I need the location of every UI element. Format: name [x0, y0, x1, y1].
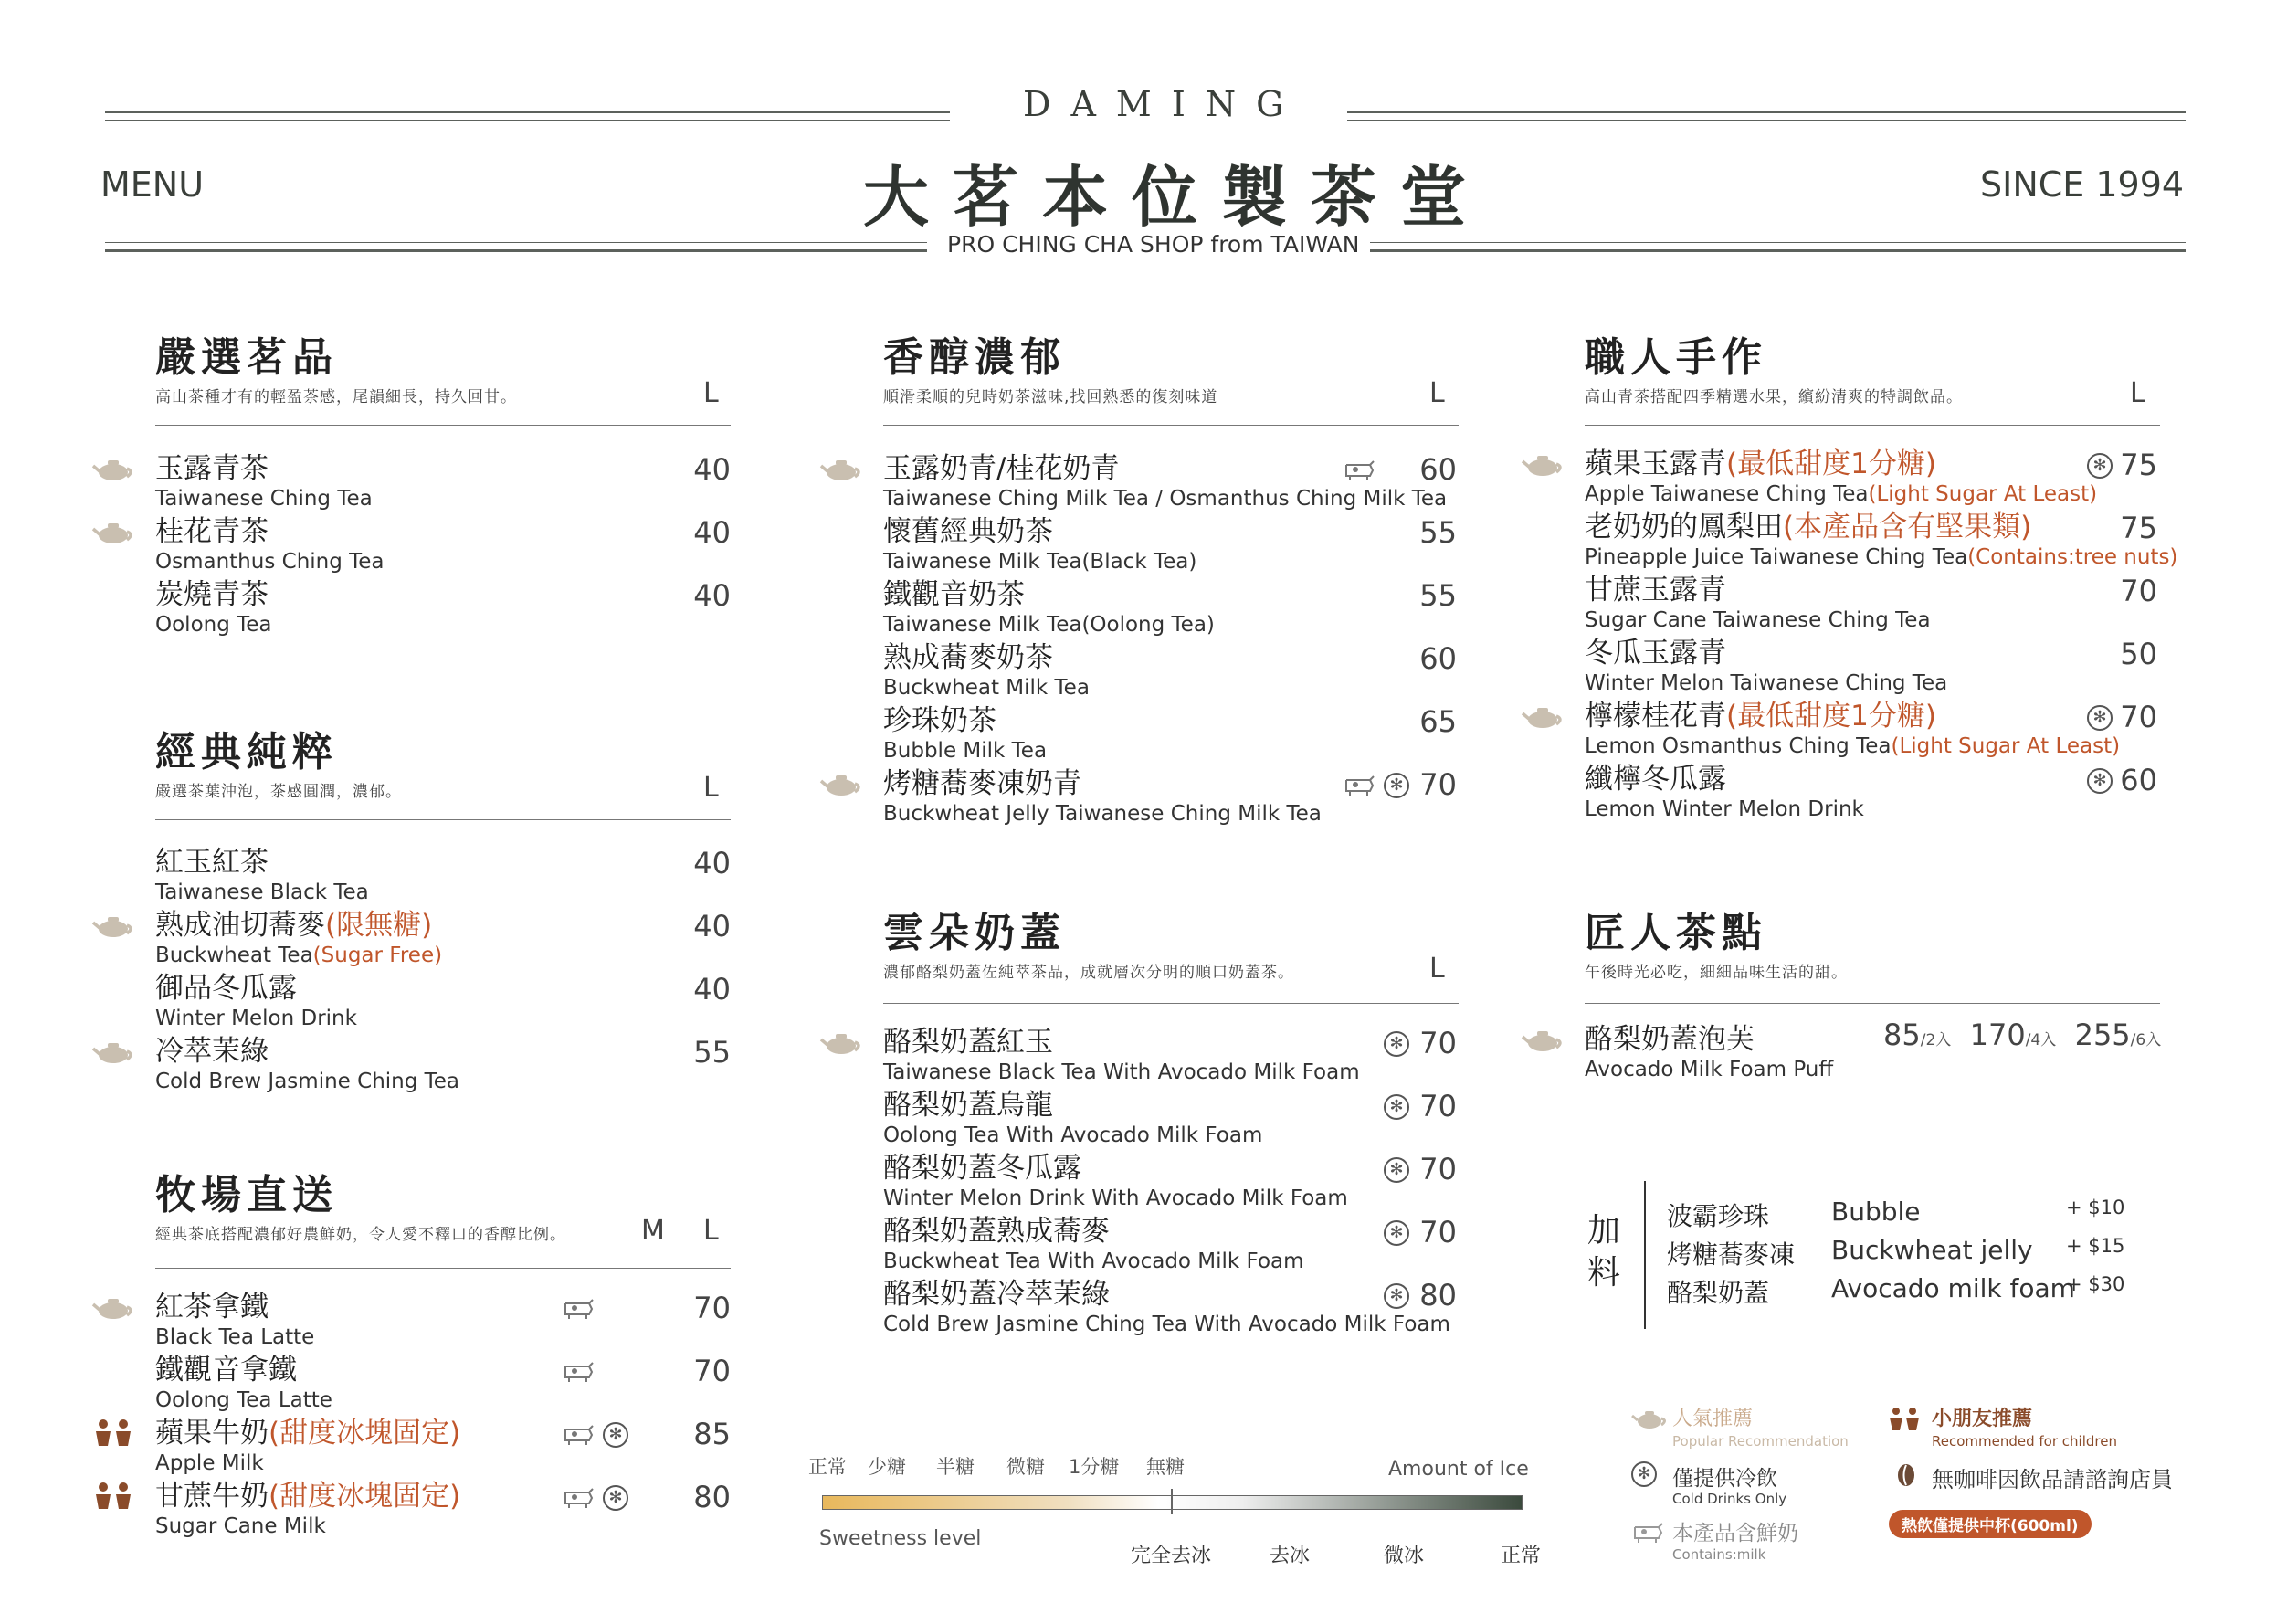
menu-item: 酪梨奶蓋烏龍 Oolong Tea With Avocado Milk Foam — [883, 1089, 1263, 1147]
teapot-icon — [91, 1295, 135, 1324]
header-rule-top-left-thin — [105, 120, 950, 121]
menu-item: 玉露奶青/桂花奶青 Taiwanese Ching Milk Tea / Osmanthus Ching Milk Tea — [883, 452, 1448, 511]
menu-item: 蘋果玉露青(最低甜度1分糖) Apple Taiwanese Ching Tea(Light Sugar At Least) — [1585, 448, 2098, 506]
size-column-label: L — [703, 1215, 719, 1247]
section-title: 匠人茶點 — [1585, 910, 1767, 956]
item-price: 65 — [1419, 704, 1457, 739]
cow-icon — [562, 1422, 595, 1450]
menu-item: 冷萃茉綠 Cold Brew Jasmine Ching Tea — [155, 1035, 460, 1093]
item-price: 60 — [1419, 452, 1457, 487]
menu-item: 桂花青茶 Osmanthus Ching Tea — [155, 515, 385, 574]
item-price: 60 — [2120, 763, 2157, 797]
kids-icon — [93, 1419, 133, 1450]
section-rule — [883, 425, 1459, 426]
size-column-label: L — [703, 377, 719, 409]
addon-zh: 波霸珍珠 — [1667, 1201, 1770, 1231]
kids-icon — [1887, 1407, 1922, 1432]
kids-icon — [93, 1482, 133, 1513]
snowflake-icon: ✻ — [2087, 453, 2113, 479]
size-column-label: L — [703, 772, 719, 804]
section-title: 雲朵奶蓋 — [883, 910, 1066, 956]
section-title: 經典純粹 — [155, 729, 338, 775]
cow-icon — [562, 1359, 595, 1387]
menu-item: 炭燒青茶 Oolong Tea — [155, 578, 272, 637]
addons-divider — [1644, 1181, 1646, 1329]
snowflake-icon: ✻ — [1631, 1461, 1657, 1487]
item-price: 55 — [693, 1035, 731, 1070]
addon-en: Bubble — [1831, 1197, 1921, 1227]
item-price: 75 — [2120, 448, 2157, 482]
ice-level: 去冰 — [1270, 1545, 1311, 1567]
header-rule-bottom-left-thin — [105, 242, 927, 243]
size-column-label-m: M — [641, 1215, 665, 1247]
header-rule-bottom-right — [1370, 249, 2186, 252]
item-price: 70 — [1419, 1026, 1457, 1060]
coffee-bean-icon — [1896, 1463, 1916, 1487]
section-rule — [155, 819, 731, 820]
size-column-label: L — [1429, 953, 1445, 985]
menu-item: 熟成油切蕎麥(限無糖) Buckwheat Tea(Sugar Free) — [155, 909, 443, 967]
teapot-icon — [91, 520, 135, 549]
ice-level: 微冰 — [1384, 1545, 1425, 1567]
item-price: 50 — [2120, 637, 2157, 671]
snowflake-icon: ✻ — [1384, 1220, 1409, 1246]
item-price: 70 — [1419, 1215, 1457, 1250]
menu-item: 玉露青茶 Taiwanese Ching Tea — [155, 452, 373, 511]
teapot-icon — [1631, 1408, 1668, 1429]
menu-item: 纖檸冬瓜露 Lemon Winter Melon Drink — [1585, 763, 1864, 821]
item-price: 40 — [693, 452, 731, 487]
dessert-prices: 85/2入 170/4入 255/6入 — [1883, 1018, 2162, 1052]
sweetness-level: 微糖 — [1006, 1456, 1045, 1478]
addon-price: + $30 — [2066, 1273, 2125, 1295]
header-rule-top-right-thin — [1347, 120, 2186, 121]
teapot-icon — [819, 1030, 863, 1060]
item-price: 75 — [2120, 511, 2157, 545]
section-title: 嚴選茗品 — [155, 334, 338, 381]
header-rule-top-right — [1347, 111, 2186, 113]
addon-en: Buckwheat jelly — [1831, 1235, 2033, 1265]
legend-cold-en: Cold Drinks Only — [1672, 1491, 1787, 1507]
brand-name: DAMING — [1023, 84, 1304, 124]
item-price: 60 — [1419, 641, 1457, 676]
menu-item: 鐵觀音奶茶 Taiwanese Milk Tea(Oolong Tea) — [883, 578, 1215, 637]
menu-item: 鐵觀音拿鐵 Oolong Tea Latte — [155, 1354, 332, 1412]
section-description: 經典茶底搭配濃郁好農鮮奶，令人愛不釋口的香醇比例。 — [155, 1226, 566, 1244]
item-price: 55 — [1419, 515, 1457, 550]
item-price: 40 — [693, 909, 731, 944]
size-column-label: L — [1429, 377, 1445, 409]
section-description: 高山青茶搭配四季精選水果，繽紛清爽的特調飲品。 — [1585, 388, 1963, 406]
snowflake-icon: ✻ — [603, 1485, 628, 1511]
legend-popular: 人氣推薦 — [1672, 1408, 1754, 1430]
item-price: 85 — [693, 1417, 731, 1451]
section-description: 濃郁酪梨奶蓋佐純萃茶品，成就層次分明的順口奶蓋茶。 — [883, 964, 1294, 982]
snowflake-icon: ✻ — [1384, 773, 1409, 798]
section-rule — [1585, 1003, 2160, 1004]
header-rule-bottom-left — [105, 249, 927, 252]
legend-milk-en: Contains:milk — [1672, 1546, 1766, 1563]
menu-item: 熟成蕎麥奶茶 Buckwheat Milk Tea — [883, 641, 1090, 700]
menu-item: 御品冬瓜露 Winter Melon Drink — [155, 972, 357, 1030]
menu-item: 烤糖蕎麥凍奶青 Buckwheat Jelly Taiwanese Ching Milk Tea — [883, 767, 1322, 826]
since-label: SINCE 1994 — [1980, 164, 2185, 205]
menu-item: 酪梨奶蓋熟成蕎麥 Buckwheat Tea With Avocado Milk Foam — [883, 1215, 1304, 1273]
item-price: 55 — [1419, 578, 1457, 613]
item-price: 40 — [693, 515, 731, 550]
sweetness-level: 1分糖 — [1069, 1456, 1120, 1478]
item-price: 40 — [693, 972, 731, 1007]
cow-icon — [1343, 458, 1375, 485]
snowflake-icon: ✻ — [1384, 1094, 1409, 1120]
section-description: 高山茶種才有的輕盈茶感，尾韻細長，持久回甘。 — [155, 388, 517, 406]
legend-nocaffeine: 無咖啡因飲品請諮詢店員 — [1932, 1467, 2173, 1492]
menu-item: 蘋果牛奶(甜度冰塊固定) Apple Milk — [155, 1417, 461, 1475]
cow-icon — [562, 1296, 595, 1323]
snowflake-icon: ✻ — [1384, 1157, 1409, 1183]
size-column-label: L — [2130, 377, 2145, 409]
page-title: 大茗本位製茶堂 — [863, 159, 1491, 236]
teapot-icon — [1521, 704, 1565, 733]
item-price: 70 — [1419, 1089, 1457, 1123]
item-price: 70 — [1419, 767, 1457, 802]
legend-milk: 本產品含鮮奶 — [1672, 1522, 1798, 1545]
addon-price: + $10 — [2066, 1197, 2125, 1218]
ice-caption: Amount of Ice — [1388, 1458, 1529, 1481]
legend-kids-en: Recommended for children — [1932, 1433, 2117, 1450]
ice-level: 完全去冰 — [1131, 1545, 1212, 1567]
teapot-icon — [91, 913, 135, 943]
addon-zh: 烤糖蕎麥凍 — [1667, 1239, 1796, 1270]
addon-en: Avocado milk foam — [1831, 1273, 2075, 1303]
legend-kids: 小朋友推薦 — [1932, 1408, 2033, 1430]
section-title: 香醇濃郁 — [883, 334, 1066, 381]
snowflake-icon: ✻ — [1384, 1031, 1409, 1057]
sweetness-level: 無糖 — [1146, 1456, 1185, 1478]
item-price: 80 — [693, 1480, 731, 1514]
item-price: 40 — [693, 578, 731, 613]
sweetness-level: 半糖 — [936, 1456, 975, 1478]
section-description: 午後時光必吃，細細品味生活的甜。 — [1585, 964, 1848, 982]
menu-item: 酪梨奶蓋冬瓜露 Winter Melon Drink With Avocado Milk Foam — [883, 1152, 1348, 1210]
item-price: 70 — [693, 1354, 731, 1388]
snowflake-icon: ✻ — [1384, 1283, 1409, 1309]
cow-icon — [1343, 773, 1375, 800]
menu-item: 酪梨奶蓋泡芙 Avocado Milk Foam Puff — [1585, 1023, 1834, 1081]
teapot-icon — [819, 772, 863, 801]
sweetness-caption: Sweetness level — [819, 1527, 982, 1550]
sweetness-level: 少糖 — [868, 1456, 906, 1478]
menu-item: 珍珠奶茶 Bubble Milk Tea — [883, 704, 1048, 763]
header-rule-bottom-right-thin — [1370, 242, 2186, 243]
snowflake-icon: ✻ — [2087, 705, 2113, 731]
section-rule — [155, 425, 731, 426]
menu-item: 紅玉紅茶 Taiwanese Black Tea — [155, 846, 369, 904]
legend-cold: 僅提供冷飲 — [1672, 1467, 1777, 1491]
addons-label: 加料 — [1587, 1212, 1621, 1292]
menu-item: 冬瓜玉露青 Winter Melon Taiwanese Ching Tea — [1585, 637, 1948, 695]
section-description: 嚴選茶葉沖泡，茶感圓潤，濃郁。 — [155, 783, 402, 801]
addon-price: + $15 — [2066, 1235, 2125, 1257]
hot-drink-badge: 熱飲僅提供中杯(600ml) — [1889, 1510, 2092, 1538]
scale-divider — [1171, 1489, 1173, 1514]
teapot-icon — [91, 457, 135, 486]
teapot-icon — [819, 457, 863, 486]
cow-icon — [562, 1485, 595, 1513]
item-price: 70 — [2120, 574, 2157, 608]
section-title: 牧場直送 — [155, 1172, 338, 1218]
snowflake-icon: ✻ — [2087, 768, 2113, 794]
sweetness-level: 正常 — [808, 1456, 847, 1478]
item-price: 70 — [1419, 1152, 1457, 1186]
menu-item: 酪梨奶蓋冷萃茉綠 Cold Brew Jasmine Ching Tea With Avocado Milk Foam — [883, 1278, 1450, 1336]
section-rule — [883, 1003, 1459, 1004]
menu-item: 甘蔗玉露青 Sugar Cane Taiwanese Ching Tea — [1585, 574, 1931, 632]
menu-item: 老奶奶的鳳梨田(本產品含有堅果類) Pineapple Juice Taiwanese Ching Tea(Contains:tree nuts) — [1585, 511, 2178, 569]
addon-zh: 酪梨奶蓋 — [1667, 1278, 1770, 1308]
teapot-icon — [1521, 1028, 1565, 1057]
header-rule-top-left — [105, 111, 950, 113]
section-title: 職人手作 — [1585, 334, 1767, 381]
snowflake-icon: ✻ — [603, 1422, 628, 1448]
item-price: 70 — [2120, 700, 2157, 734]
menu-item: 紅茶拿鐵 Black Tea Latte — [155, 1291, 315, 1349]
ice-level: 正常 — [1501, 1545, 1542, 1567]
page-subtitle: PRO CHING CHA SHOP from TAIWAN — [947, 231, 1360, 258]
menu-item: 甘蔗牛奶(甜度冰塊固定) Sugar Cane Milk — [155, 1480, 461, 1538]
item-price: 70 — [693, 1291, 731, 1325]
item-price: 80 — [1419, 1278, 1457, 1313]
section-rule — [1585, 425, 2160, 426]
section-description: 順滑柔順的兒時奶茶滋味,找回熟悉的復刻味道 — [883, 388, 1218, 406]
teapot-icon — [91, 1039, 135, 1069]
menu-item: 酪梨奶蓋紅玉 Taiwanese Black Tea With Avocado Milk Foam — [883, 1026, 1360, 1084]
teapot-icon — [1521, 452, 1565, 481]
menu-item: 檸檬桂花青(最低甜度1分糖) Lemon Osmanthus Ching Tea(Light Sugar At Least) — [1585, 700, 2121, 758]
section-rule — [155, 1268, 731, 1269]
item-price: 40 — [693, 846, 731, 881]
legend-popular-en: Popular Recommendation — [1672, 1433, 1849, 1450]
cow-icon — [1631, 1520, 1664, 1544]
menu-label: MENU — [100, 164, 205, 205]
menu-item: 懷舊經典奶茶 Taiwanese Milk Tea(Black Tea) — [883, 515, 1197, 574]
